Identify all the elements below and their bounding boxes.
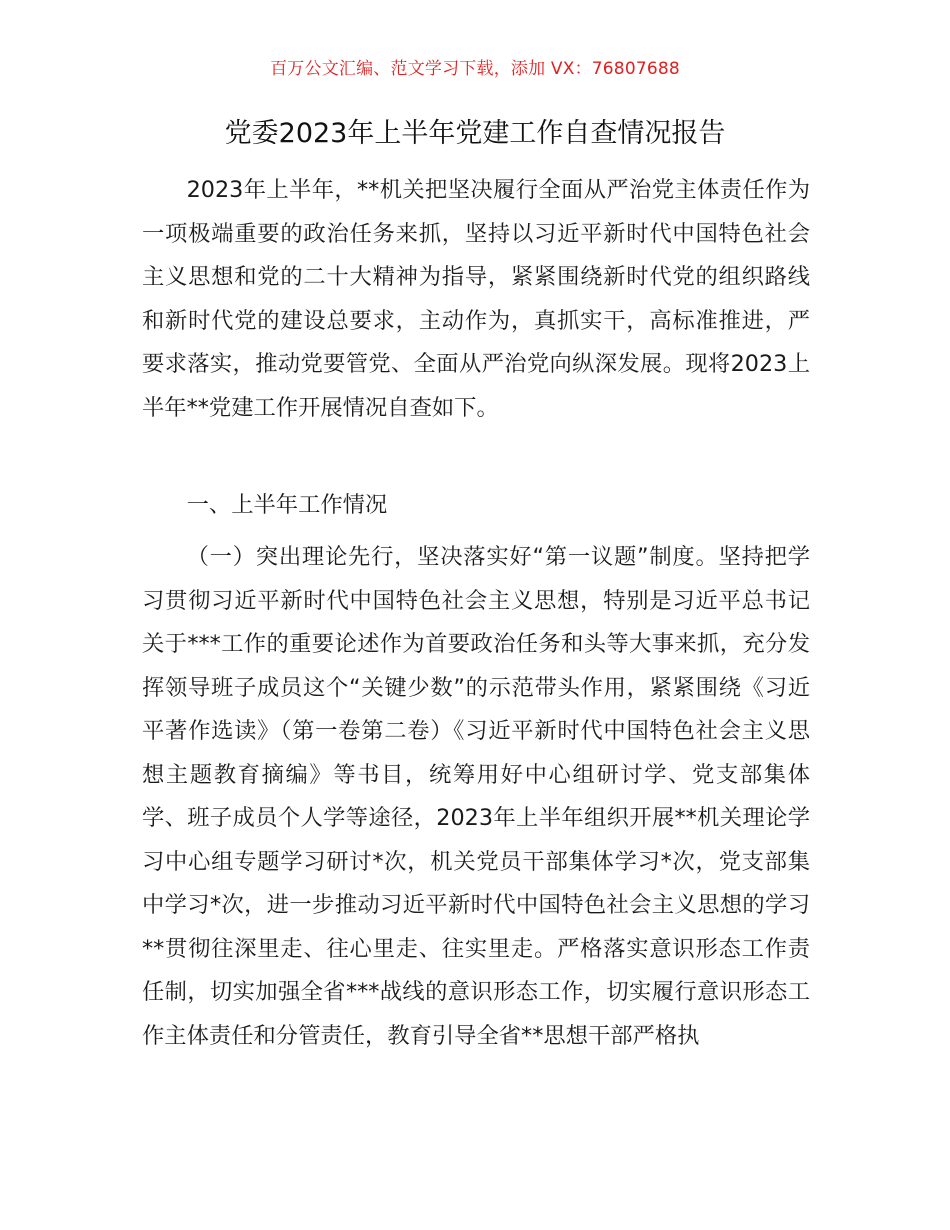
subsection-paragraph-1: （一）突出理论先行，坚决落实好“第一议题”制度。坚持把学习贯彻习近平新时代中国特色社会主义思想，特别是习近平总书记关于***工作的重要论述作为首要政治任务和头等大事来抓，充分发挥领导班子成员这个“关键少数”的示范带头作用，紧紧围绕《习近平著作选读》（第一卷第二卷）《习近平新时代中国特色社会主义思想主题教育摘编》等书目，统筹用好中心组研讨学、党支部集体学、班子成员个人学等途径，2023年上半年组织开展**机关理论学习中心组专题学习研讨*次，机关党员干部集体学习*次，党支部集中学习*次，进一步推动习近平新时代中国特色社会主义思想的学习**贯彻往深里走、往心里走、往实里走。严格落实意识形态工作责任制，切实加强全省***战线的意识形态工作，切实履行意识形态工作主体责任和分管责任，教育引导全省**思想干部严格执 (142, 544, 810, 1049)
section-heading-1: 一、上半年工作情况 (186, 492, 388, 518)
document-title: 党委2023年上半年党建工作自查情况报告 (224, 118, 726, 149)
intro-paragraph: 2023年上半年，**机关把坚决履行全面从严治党主体责任作为一项极端重要的政治任务来抓，坚持以习近平新时代中国特色社会主义思想和党的二十大精神为指导，紧紧围绕新时代党的组织路线和新时代党的建设总要求，主动作为，真抓实干，高标准推进，严要求落实，推动党要管党、全面从严治党向纵深发展。现将2023上半年**党建工作开展情况自查如下。 (142, 177, 810, 421)
watermark-header: 百万公文汇编、范文学习下载，添加 VX：76807688 (270, 59, 680, 79)
